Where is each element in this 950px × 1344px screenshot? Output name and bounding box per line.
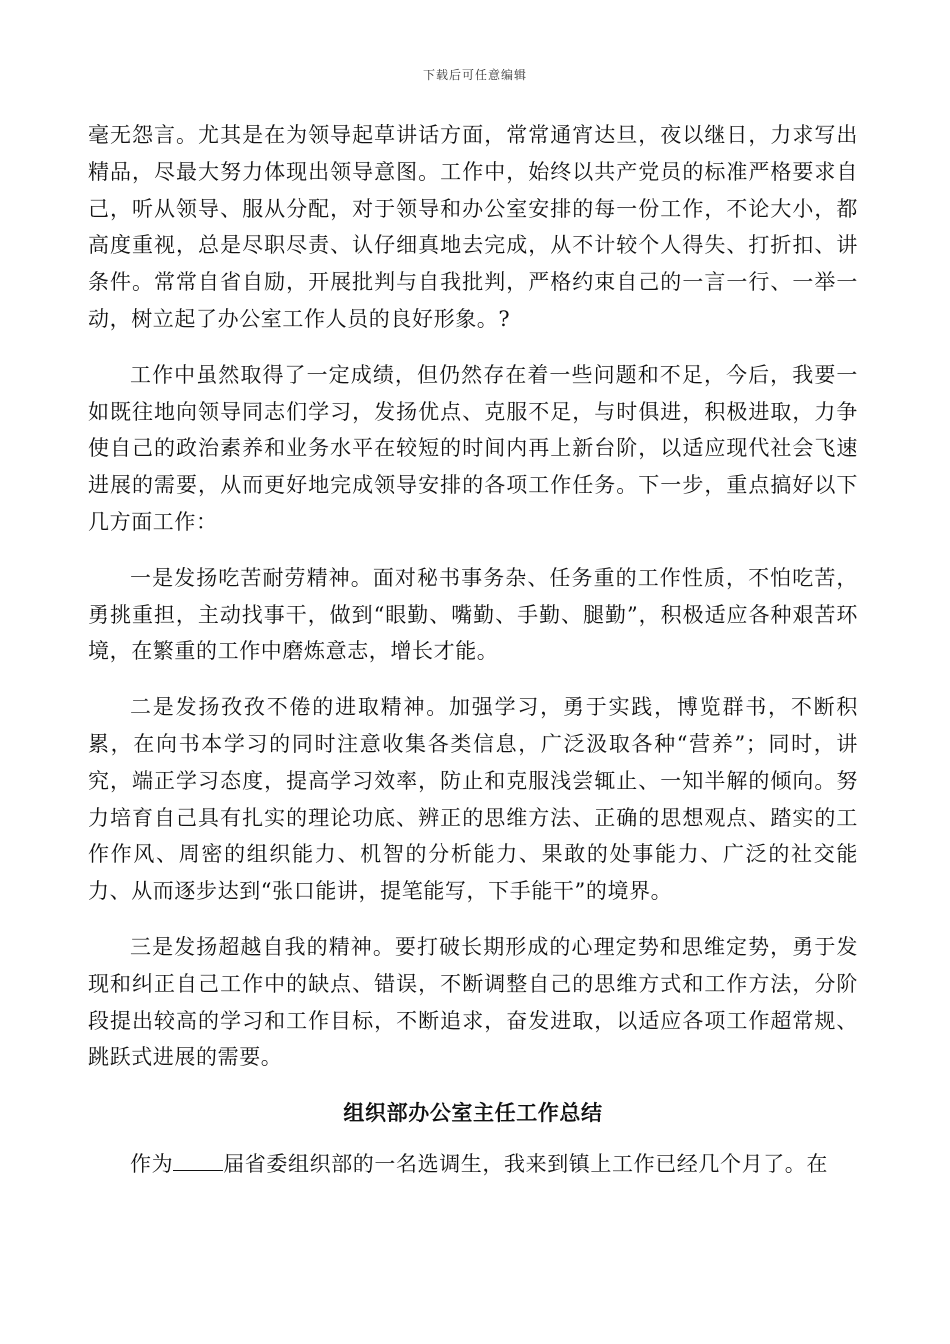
section-title: 组织部办公室主任工作总结 [343,1100,603,1126]
paragraph-intro [88,1146,858,1183]
paragraph-shortcomings: 工作中虽然取得了一定成绩，但仍然存在着一些问题和不足，今后，我要一如既往地向领导同志们学习，发扬优点、克服不足，与时俱进，积极进取，力争使自己的政治素养和业务水平在较短的时间内再上新台阶，以适应现代社会飞速进展的需要，从而更好地完成领导安排的各项工作任务。下一步，重点搞好以下几方面工作： [88,362,858,534]
fill-in-blank [173,1152,223,1171]
document-body [88,117,858,1183]
paragraph-continuation: 毫无怨言。尤其是在为领导起草讲话方面，常常通宵达旦，夜以继日，力求写出精品，尽最大努力体现出领导意图。工作中，始终以共产党员的标准严格要求自己，听从领导、服从分配，对于领导和办公室安排的每一份工作，不论大小，都高度重视，总是尽职尽责、认仔细真地去完成，从不计较个人得失、打折扣、讲条件。常常自省自励，开展批判与自我批判，严格约束自己的一言一行、一举一动，树立起了办公室工作人员的良好形象。? [88,123,858,331]
page-header-note: 下载后可任意编辑 [422,68,527,82]
paragraph-point-three: 三是发扬超越自我的精神。要打破长期形成的心理定势和思维定势，勇于发现和纠正自己工作中的缺点、错误，不断调整自己的思维方式和工作方法，分阶段提出较高的学习和工作目标，不断追求，奋发进取，以适应各项工作超常规、跳跃式进展的需要。 [88,934,858,1070]
paragraph-point-two: 二是发扬孜孜不倦的进取精神。加强学习，勇于实践，博览群书，不断积累，在向书本学习的同时注意收集各类信息，广泛汲取各种“营养”；同时，讲究，端正学习态度，提高学习效率，防止和克服浅尝辄止、一知半解的倾向。努力培育自己具有扎实的理论功底、辨正的思维方法、正确的思想观点、踏实的工作作风、周密的组织能力、机智的分析能力、果敢的处事能力、广泛的社交能力、从而逐步达到“张口能讲，提笔能写，下手能干”的境界。 [88,695,858,904]
intro-text-after-blank: 届省委组织部的一名选调生，我来到镇上工作已经几个月了。在 [223,1151,829,1176]
intro-text-before-blank: 作为 [130,1151,174,1176]
paragraph-point-one: 一是发扬吃苦耐劳精神。面对秘书事务杂、任务重的工作性质，不怕吃苦，勇挑重担，主动找事干，做到“眼勤、嘴勤、手勤、腿勤”，积极适应各种艰苦环境，在繁重的工作中磨炼意志，增长才能。 [88,565,858,664]
